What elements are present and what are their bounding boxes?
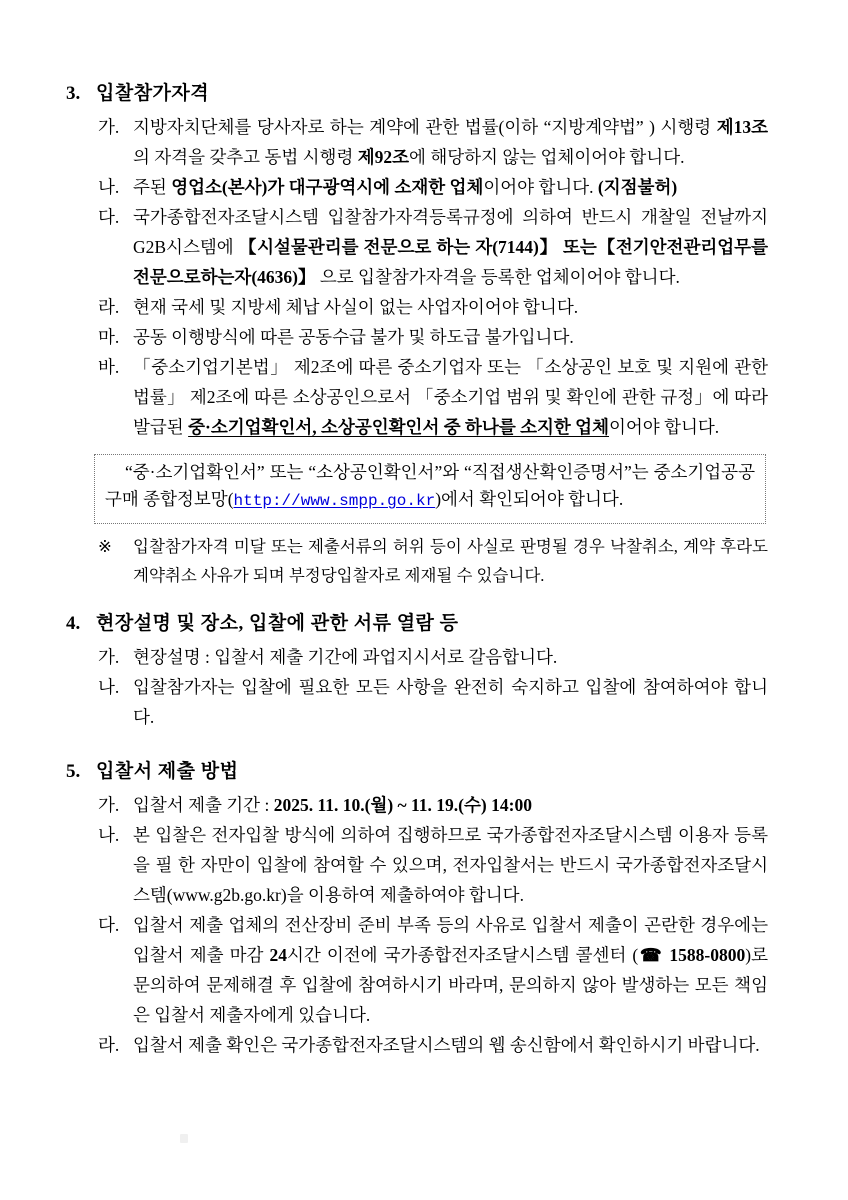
text-run: 으로 입찰참가자격을 등록한 업체이어야 합니다. [315, 267, 680, 287]
text-run: 【시설물관리를 전문으로 하는 자(7144)】 또는【전기안전관리업무를전문으로하는자(4636)】 [133, 237, 768, 287]
text-run: 중·소기업확인서, 소상공인확인서 중 하나를 소지한 업체 [188, 417, 609, 437]
section-title: 입찰참가자격 [96, 83, 210, 104]
section-bid-submission [66, 758, 768, 1060]
section-3-header [66, 80, 768, 108]
document-content [66, 80, 768, 1060]
list-item-3-ga [98, 112, 768, 172]
list-item-5-da [98, 910, 768, 1030]
text-run: 주된 [133, 177, 172, 197]
text-run: 24 [269, 945, 287, 965]
text-run: 의 자격을 갖추고 동법 시행령 [133, 147, 358, 167]
list-item-5-ra [98, 1030, 768, 1060]
item-text [133, 910, 768, 1030]
item-text [133, 642, 768, 672]
item-text [133, 820, 768, 910]
item-label: 바. [98, 357, 120, 377]
text-run: 공동 이행방식에 따른 공동수급 불가 및 하도급 불가입니다. [133, 327, 574, 347]
item-text [133, 202, 768, 292]
text-run: 입찰참가자격 미달 또는 제출서류의 허위 등이 사실로 판명될 경우 낙찰취소, 계약 후라도 계약취소 사유가 되며 부정당입찰자로 제재될 수 있습니다. [133, 537, 768, 585]
item-label: 가. [98, 647, 120, 667]
item-label: 다. [98, 915, 120, 935]
text-run: 국가종합전자조달시스템 입찰참가자격등록규정에 의하여 반드시 개찰일 전날까지 G2B시스템에 [133, 207, 768, 257]
text-run: 제92조 [357, 147, 410, 167]
text-run: 이어야 합니다. [609, 417, 720, 437]
notice-box-text [105, 459, 755, 515]
text-run: 「중소기업기본법」 제2조에 따른 중소기업자 또는 「소상공인 보호 및 지원에 관한 법률」 제2조에 따른 소상공인으로서 「중소기업 범위 및 확인에 관한 규정」에 따라 발급된 [133, 357, 768, 437]
text-run: 지방자치단체를 당사자로 하는 계약에 관한 법률(이하 “지방계약법” ) 시행령 [133, 117, 717, 137]
item-text [133, 1030, 768, 1060]
item-text [133, 790, 768, 820]
list-item-3-ba [98, 352, 768, 442]
item-text [133, 322, 768, 352]
item-text [133, 112, 768, 172]
item-label: 가. [98, 795, 120, 815]
section-4-header [66, 610, 768, 638]
notice-box [94, 454, 766, 524]
section-number: 5. [66, 761, 81, 782]
list-item-5-na [98, 820, 768, 910]
item-label: 마. [98, 327, 120, 347]
text-run: 현장설명 : 입찰서 제출 기간에 과업지시서로 갈음합니다. [133, 647, 558, 667]
list-item-3-da [98, 202, 768, 292]
section-number: 3. [66, 83, 81, 104]
text-run: )에서 확인되어야 합니다. [435, 489, 624, 509]
section-title: 입찰서 제출 방법 [96, 761, 239, 782]
list-item-4-na [98, 672, 768, 732]
item-text [133, 672, 768, 732]
section-5-header [66, 758, 768, 786]
text-run: 이어야 합니다. [483, 177, 598, 197]
text-run: 에 해당하지 않는 업체이어야 합니다. [409, 147, 685, 167]
list-item-3-ra [98, 292, 768, 322]
text-run: )로 문의하여 문제해결 후 입찰에 참여하시기 바라며, 문의하지 않아 발생하는 모든 책임은 입찰서 제출자에게 있습니다. [133, 945, 768, 1025]
item-label: 라. [98, 297, 120, 317]
text-run: (지점불허) [597, 177, 678, 197]
text-run: “중·소기업확인서” 또는 “소상공인확인서”와 “직접생산확인증명서”는 중소기업공공구매 종합정보망( [105, 462, 755, 509]
section-number: 4. [66, 613, 81, 634]
item-label: 나. [98, 825, 120, 845]
text-run: 영업소(본사)가 대구광역시에 소재한 업체 [171, 177, 484, 197]
text-run: 현재 국세 및 지방세 체납 사실이 없는 사업자이어야 합니다. [133, 297, 579, 317]
item-label: 라. [98, 1035, 120, 1055]
text-run: 입찰서 제출 확인은 국가종합전자조달시스템의 웹 송신함에서 확인하시기 바랍니다. [133, 1035, 760, 1055]
text-run: 2025. 11. 10.(월) ~ 11. 19.(수) 14:00 [273, 795, 532, 815]
smpp-url-link[interactable]: http://www.smpp.go.kr [233, 492, 436, 510]
reference-mark-icon: ※ [98, 537, 112, 556]
text-run: 입찰서 제출 기간 : [133, 795, 274, 815]
text-run: 시간 이전에 국가종합전자조달시스템 콜센터 ( [287, 945, 639, 965]
item-label: 나. [98, 677, 120, 697]
item-label: 가. [98, 117, 120, 137]
list-item-3-ma [98, 322, 768, 352]
item-label: 나. [98, 177, 120, 197]
list-item-4-ga [98, 642, 768, 672]
text-run: 입찰참가자는 입찰에 필요한 모든 사항을 완전히 숙지하고 입찰에 참여하여야 합니다. [133, 677, 768, 727]
text-run: ☎ 1588-0800 [638, 945, 746, 965]
section-bid-qualification [66, 80, 768, 590]
scan-artifact [180, 1134, 188, 1143]
list-item-5-ga [98, 790, 768, 820]
item-text [133, 292, 768, 322]
item-text [133, 352, 768, 442]
text-run: 본 입찰은 전자입찰 방식에 의하여 집행하므로 국가종합전자조달시스템 이용자 등록을 필 한 자만이 입찰에 참여할 수 있으며, 전자입찰서는 반드시 국가종합전자조달시스템(www.g2b.go.kr)을 이용하여 제출하여야 합니다. [133, 825, 768, 905]
item-text [133, 172, 768, 202]
warning-note [98, 532, 768, 590]
text-run: 제13조 [716, 117, 768, 137]
list-item-3-na [98, 172, 768, 202]
text-run: 입찰서 제출 업체의 전산장비 준비 부족 등의 사유로 입찰서 제출이 곤란한 경우에는 입찰서 제출 마감 [133, 915, 768, 965]
section-title: 현장설명 및 장소, 입찰에 관한 서류 열람 등 [96, 613, 459, 634]
item-label: 다. [98, 207, 120, 227]
warning-text [133, 532, 768, 590]
section-site-briefing [66, 610, 768, 732]
